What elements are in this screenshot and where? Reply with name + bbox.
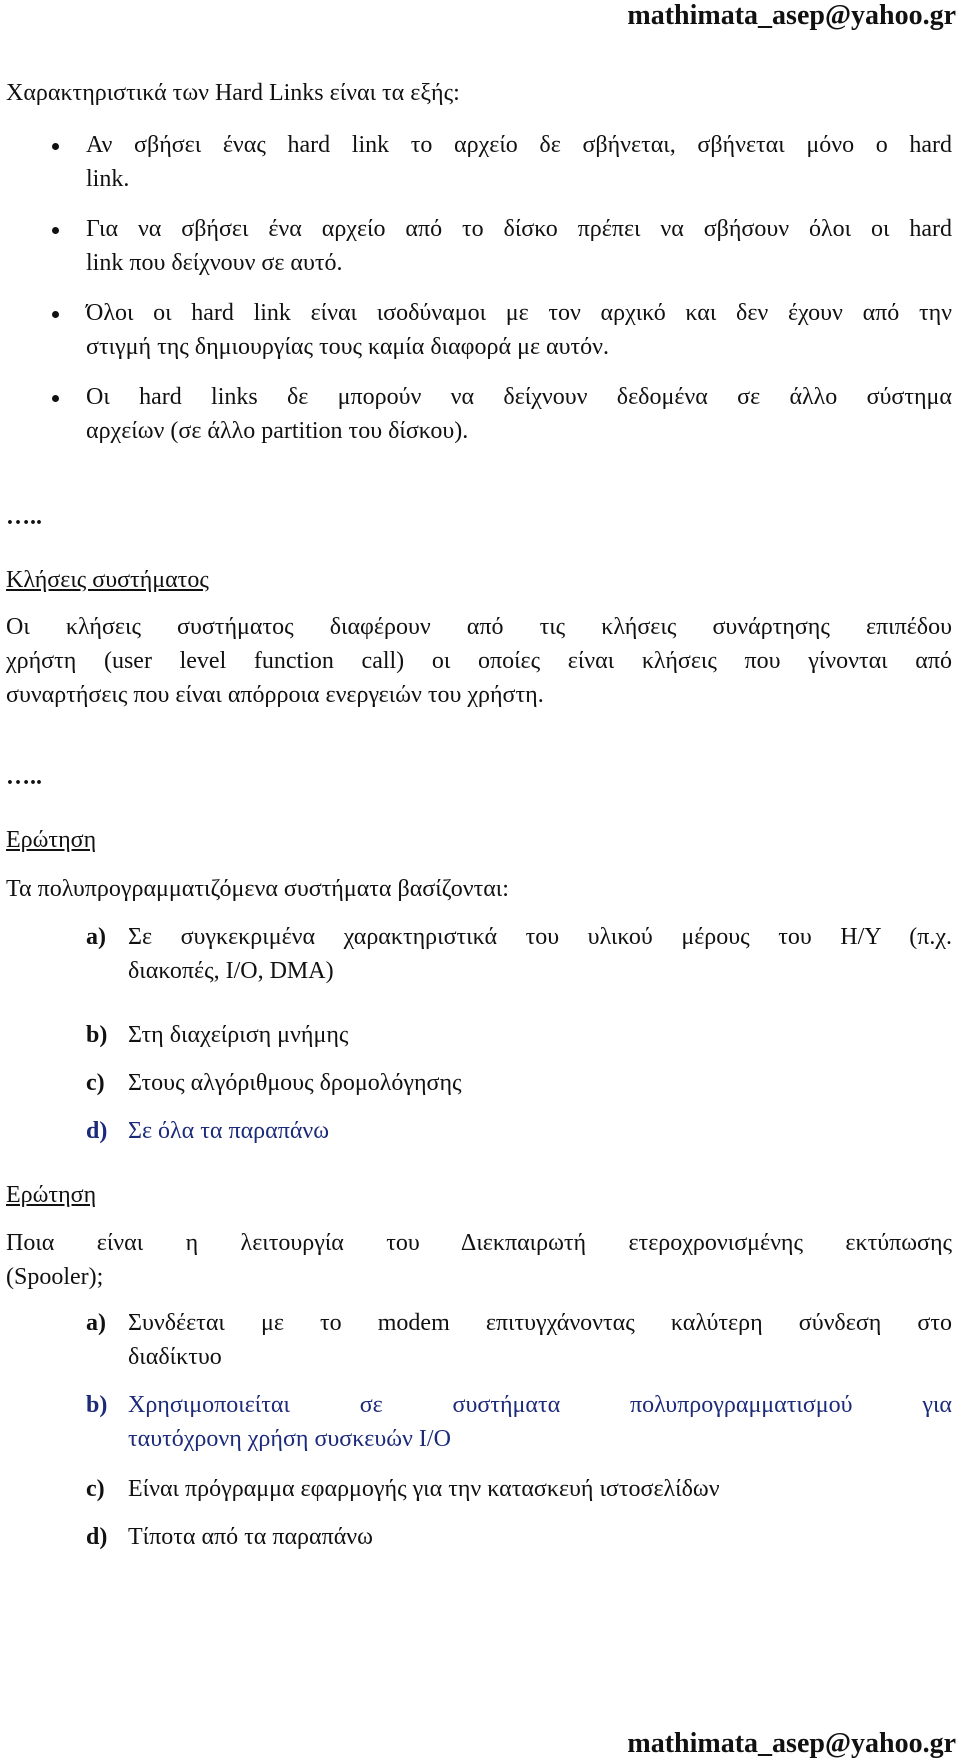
ellipsis-separator: ….. — [6, 504, 42, 530]
list-item — [86, 128, 952, 196]
option-text — [128, 1306, 952, 1374]
option-line: Χρησιμοποιείται σε συστήματα πολυπρογραμματισμού για — [128, 1392, 952, 1418]
list-item-line: Αν σβήσει ένας hard link το αρχείο δε σβήνεται, σβήνεται μόνο ο hard — [86, 132, 952, 158]
question-heading: Ερώτηση — [6, 827, 97, 853]
question-prompt: Τα πολυπρογραμματιζόμενα συστήματα βασίζονται: — [6, 876, 509, 902]
option-letter: d) — [86, 1118, 108, 1144]
option-line: ταυτόχρονη χρήση συσκευών I/O — [128, 1426, 451, 1452]
option-text: Στους αλγόριθμους δρομολόγησης — [128, 1070, 462, 1096]
list-item-line: Όλοι οι hard link είναι ισοδύναμοι με τον αρχικό και δεν έχουν από την — [86, 300, 952, 326]
option-line: Συνδέεται με το modem επιτυγχάνοντας καλύτερη σύνδεση στο — [128, 1310, 952, 1336]
question-heading: Ερώτηση — [6, 1182, 97, 1208]
option-line: διακοπές, I/O, DMA) — [128, 958, 334, 984]
option-letter: c) — [86, 1070, 105, 1096]
header-email: mathimata_asep@yahoo.gr — [627, 0, 956, 31]
list-item — [86, 212, 952, 280]
intro-text: Χαρακτηριστικά των Hard Links είναι τα εξής: — [6, 80, 460, 106]
option-letter: b) — [86, 1392, 108, 1418]
option-letter: a) — [86, 924, 106, 950]
prompt-line: Ποια είναι η λειτουργία του Διεκπαιρωτή ετεροχρονισμένης εκτύπωσης — [6, 1230, 952, 1256]
paragraph-line: Οι κλήσεις συστήματος διαφέρουν από τις κλήσεις συνάρτησης επιπέδου — [6, 614, 952, 640]
option-line: διαδίκτυο — [128, 1344, 222, 1370]
prompt-line: (Spooler); — [6, 1264, 104, 1290]
paragraph-line: χρήστη (user level function call) οι οποίες είναι κλήσεις που γίνονται από — [6, 648, 952, 674]
system-calls-paragraph — [6, 610, 952, 712]
option-letter: b) — [86, 1022, 108, 1048]
option-text — [128, 920, 952, 988]
footer-email: mathimata_asep@yahoo.gr — [627, 1728, 956, 1759]
bullet-icon — [52, 143, 59, 150]
section-heading-system-calls: Κλήσεις συστήματος — [6, 567, 209, 593]
list-item-line: Οι hard links δε μπορούν να δείχνουν δεδομένα σε άλλο σύστημα — [86, 384, 952, 410]
list-item-line: στιγμή της δημιουργίας τους καμία διαφορά με αυτόν. — [86, 334, 609, 360]
option-text: Στη διαχείριση μνήμης — [128, 1022, 349, 1048]
paragraph-line: συναρτήσεις που είναι απόρροια ενεργειών του χρήστη. — [6, 682, 544, 708]
bullet-icon — [52, 395, 59, 402]
list-item-line: link που δείχνουν σε αυτό. — [86, 250, 343, 276]
option-text: Είναι πρόγραμμα εφαρμογής για την κατασκευή ιστοσελίδων — [128, 1476, 720, 1502]
option-text: Τίποτα από τα παραπάνω — [128, 1524, 373, 1550]
option-line: Σε συγκεκριμένα χαρακτηριστικά του υλικού μέρους του Η/Υ (π.χ. — [128, 924, 952, 950]
question-prompt — [6, 1226, 952, 1294]
option-letter: d) — [86, 1524, 108, 1550]
option-letter: a) — [86, 1310, 106, 1336]
ellipsis-separator: ….. — [6, 764, 42, 790]
bullet-icon — [52, 311, 59, 318]
list-item — [86, 296, 952, 364]
list-item-line: αρχείων (σε άλλο partition του δίσκου). — [86, 418, 469, 444]
option-letter: c) — [86, 1476, 105, 1502]
list-item — [86, 380, 952, 448]
list-item-line: Για να σβήσει ένα αρχείο από το δίσκο πρέπει να σβήσουν όλοι οι hard — [86, 216, 952, 242]
list-item-line: link. — [86, 166, 130, 192]
bullet-icon — [52, 227, 59, 234]
option-text — [128, 1388, 952, 1456]
option-text: Σε όλα τα παραπάνω — [128, 1118, 330, 1144]
